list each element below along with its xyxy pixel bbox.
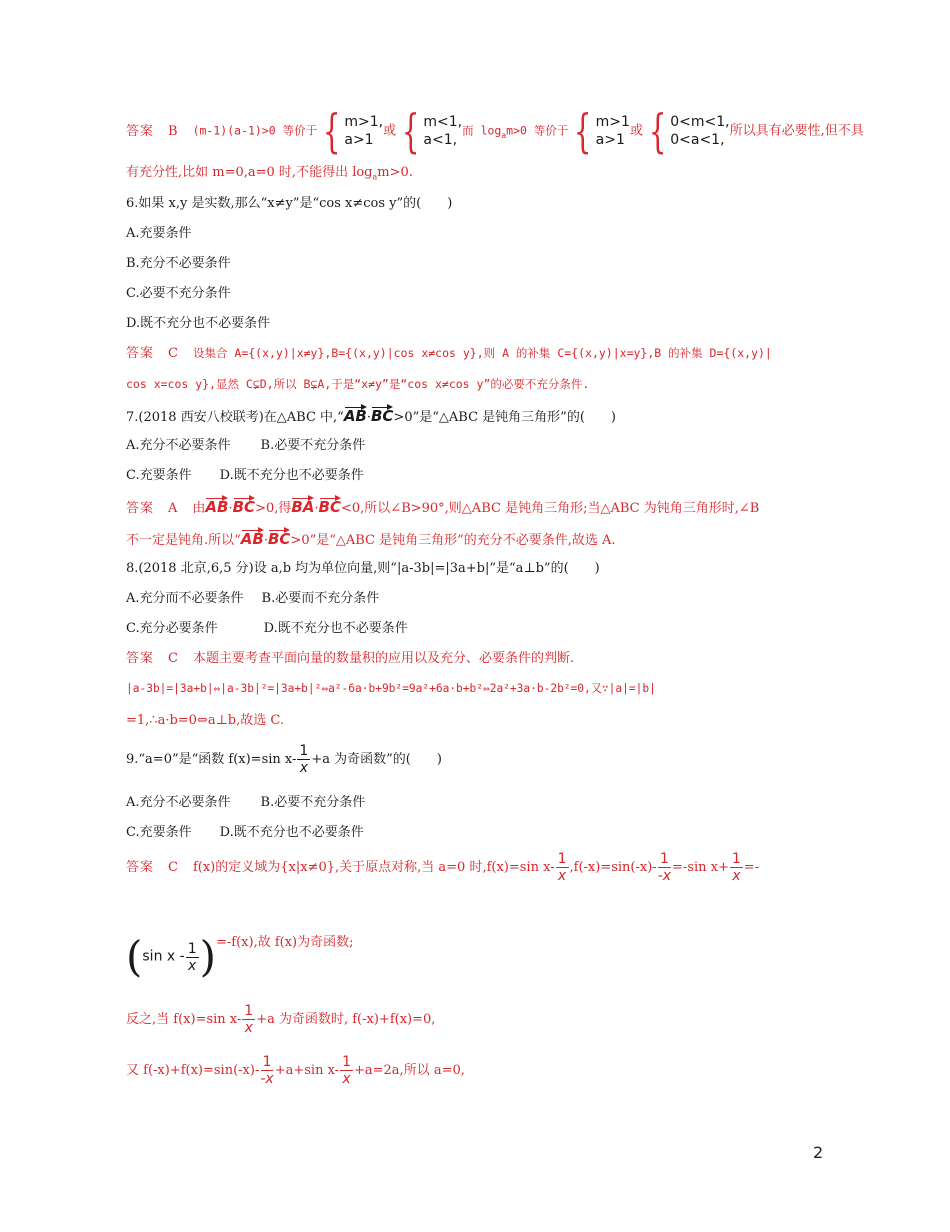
vector-ab: AB bbox=[343, 407, 367, 425]
frac-den: x bbox=[244, 1020, 253, 1036]
right-paren: ) bbox=[199, 932, 216, 981]
fraction-1-over-x bbox=[730, 852, 743, 883]
q6-option-a: A.充要条件 bbox=[126, 226, 192, 241]
frac-num: 1 bbox=[244, 1003, 254, 1019]
q9-answer-line3 bbox=[126, 1004, 435, 1035]
q9-ans-l1d: =- bbox=[743, 860, 760, 875]
vector-bc: BC bbox=[232, 498, 256, 516]
frac-num: 1 bbox=[557, 851, 567, 867]
q9-options-ab bbox=[126, 796, 365, 809]
vector-ab: AB bbox=[240, 530, 264, 548]
fraction-1-over-neg-x bbox=[658, 852, 671, 883]
q9-ans-l4b: +a+sin x- bbox=[274, 1063, 340, 1078]
q7-answer-line1 bbox=[126, 496, 759, 515]
q5-text-1: (m-1)(a-1)>0 等价于 bbox=[192, 123, 318, 138]
frac-num: 1 bbox=[731, 851, 741, 867]
dot-symbol: · bbox=[263, 533, 268, 548]
log-subscript: a bbox=[501, 131, 507, 141]
q9-stem bbox=[126, 744, 442, 775]
q5-text-3: m>0 等价于 bbox=[506, 123, 569, 138]
log-subscript: a bbox=[372, 172, 378, 182]
q5-answer-line1 bbox=[126, 104, 864, 158]
q8-option-b: B.必要而不充分条件 bbox=[261, 591, 380, 606]
q9-answer-line1 bbox=[126, 852, 759, 883]
q9-ans-l4c: +a=2a,所以 a=0, bbox=[354, 1063, 465, 1078]
answer-label: 答案 bbox=[126, 123, 155, 139]
q8-answer-line1 bbox=[126, 652, 574, 665]
fraction-1-over-neg-x bbox=[260, 1055, 273, 1086]
q7-answer-line2 bbox=[126, 528, 616, 547]
sin-x-expr: sin x - bbox=[142, 948, 185, 965]
q5-system-4: { 0<m<1, 0<a<1, bbox=[648, 104, 730, 158]
q6-stem: 6.如果 x,y 是实数,那么“x≠y”是“cos x≠cos y”的( ) bbox=[126, 196, 453, 211]
answer-letter: A bbox=[168, 501, 179, 516]
q7-ans-l2a: 不一定是钝角.所以“ bbox=[126, 533, 241, 548]
sys-row: a>1 bbox=[595, 132, 625, 148]
sys-row: m>1 bbox=[595, 114, 630, 130]
or-word: 或 bbox=[383, 123, 397, 139]
frac-num: 1 bbox=[659, 851, 669, 867]
q7-options-cd bbox=[126, 469, 364, 482]
vector-ba: BA bbox=[291, 498, 315, 516]
q8-answer-text: 本题主要考查平面向量的数量积的应用以及充分、必要条件的判断. bbox=[192, 651, 575, 666]
q8-option-c: C.充分必要条件 bbox=[126, 621, 218, 636]
q6-option-c: C.必要不充分条件 bbox=[126, 286, 231, 301]
fraction-1-over-x bbox=[242, 1004, 255, 1035]
q7-ans-a2: >0,得 bbox=[255, 501, 292, 516]
vector-bc: BC bbox=[267, 530, 291, 548]
q7-options-ab bbox=[126, 439, 365, 452]
frac-num: 1 bbox=[342, 1054, 351, 1070]
dot-symbol: · bbox=[366, 410, 371, 425]
q7-stem-b: >0”是“△ABC 是钝角三角形”的( ) bbox=[393, 410, 616, 425]
q9-stem-a: 9.“a=0”是“函数 f(x)=sin x- bbox=[126, 752, 297, 767]
sys-row: 0<m<1, bbox=[670, 114, 730, 130]
q6-answer-line1 bbox=[126, 347, 772, 360]
fraction-1-over-x bbox=[340, 1055, 353, 1086]
q9-ans-l4a: 又 f(-x)+f(x)=sin(-x)- bbox=[126, 1063, 260, 1078]
q9-ans-l2: =-f(x),故 f(x)为奇函数; bbox=[216, 935, 354, 950]
q7-ans-a3: <0,所以∠B>90°,则△ABC 是钝角三角形;当△ABC 为钝角三角形时,∠B bbox=[341, 501, 760, 516]
q5-line2-a: 有充分性,比如 m=0,a=0 时,不能得出 log bbox=[126, 165, 373, 180]
vector-ab: AB bbox=[205, 498, 229, 516]
fraction-1-over-x bbox=[297, 744, 310, 775]
q8-options-cd bbox=[126, 622, 408, 635]
q9-option-b: B.必要不充分条件 bbox=[260, 795, 366, 810]
page-number: 2 bbox=[813, 1143, 824, 1162]
sys-row: m<1, bbox=[423, 114, 463, 130]
frac-den: x bbox=[188, 957, 197, 974]
q5-answer-line2 bbox=[126, 166, 413, 182]
sys-row: a<1, bbox=[423, 132, 458, 148]
frac-num: 1 bbox=[299, 743, 309, 759]
answer-letter: C bbox=[168, 346, 179, 361]
q5-system-2: { m<1, a<1, bbox=[401, 104, 463, 158]
q7-ans-a1: 由 bbox=[192, 501, 206, 516]
frac-den: -x bbox=[657, 868, 672, 884]
q8-options-ab bbox=[126, 592, 379, 605]
answer-label: 答案 bbox=[126, 346, 155, 361]
q5-text-4: 所以具有必要性,但不具 bbox=[729, 123, 864, 139]
q8-answer-line2: |a-3b|=|3a+b|⇔|a-3b|²=|3a+b|²⇔a²-6a·b+9b²=9a²+6a·b+b²⇔2a²+3a·b-2b²=0,又∵|a|=|b| bbox=[126, 682, 656, 695]
q7-ans-l2b: >0”是“△ABC 是钝角三角形”的充分不必要条件,故选 A. bbox=[290, 533, 616, 548]
q9-option-a: A.充分不必要条件 bbox=[126, 795, 231, 810]
frac-den: x bbox=[732, 868, 741, 884]
q7-option-d: D.既不充分也不必要条件 bbox=[219, 468, 364, 483]
answer-label: 答案 bbox=[126, 651, 155, 666]
frac-den: x bbox=[342, 1071, 351, 1087]
q5-line2-b: m>0. bbox=[377, 165, 413, 180]
q9-ans-l1b: ,f(-x)=sin(-x)- bbox=[569, 860, 657, 875]
q5-system-1: { m>1, a>1 bbox=[322, 104, 384, 158]
answer-label: 答案 bbox=[126, 860, 155, 875]
q5-system-3: { m>1 a>1 bbox=[574, 104, 630, 158]
frac-num: 1 bbox=[187, 940, 197, 957]
q6-answer-text: 设集合 A={(x,y)|x≠y},B={(x,y)|cos x≠cos y},则 A 的补集 C={(x,y)|x=y},B 的补集 D={(x,y)| bbox=[192, 346, 772, 360]
q7-stem-a: 7.(2018 西安八校联考)在△ABC 中,“ bbox=[126, 410, 344, 425]
vector-bc: BC bbox=[371, 407, 394, 425]
dot-symbol: · bbox=[314, 501, 319, 516]
q9-ans-l1c: =-sin x+ bbox=[672, 860, 729, 875]
q6-option-d: D.既不充分也不必要条件 bbox=[126, 316, 271, 331]
answer-letter: C bbox=[168, 651, 179, 666]
sys-row: 0<a<1, bbox=[670, 132, 725, 148]
q9-answer-line4 bbox=[126, 1055, 465, 1086]
q8-answer-line3: =1,∴a·b=0⇔a⊥b,故选 C. bbox=[126, 713, 285, 728]
q7-option-a: A.充分不必要条件 bbox=[126, 438, 231, 453]
vector-bc: BC bbox=[318, 498, 341, 516]
q9-stem-b: +a 为奇函数”的( ) bbox=[311, 752, 442, 767]
q6-answer-line2: cos x=cos y},显然 C⊊D,所以 B⊊A,于是“x≠y”是“cos x≠cos y”的必要不充分条件. bbox=[126, 377, 590, 391]
q9-answer-line2 bbox=[126, 932, 354, 981]
q8-option-d: D.既不充分也不必要条件 bbox=[263, 621, 408, 636]
q9-option-d: D.既不充分也不必要条件 bbox=[219, 825, 364, 840]
q5-text-2: 而 log bbox=[462, 123, 502, 138]
q9-ans-l3b: +a 为奇函数时, f(-x)+f(x)=0, bbox=[256, 1012, 436, 1027]
or-word: 或 bbox=[629, 123, 643, 139]
q6-option-b: B.充分不必要条件 bbox=[126, 256, 231, 271]
q7-option-c: C.充要条件 bbox=[126, 468, 192, 483]
sys-row: m>1, bbox=[344, 114, 384, 130]
fraction-1-over-x bbox=[186, 942, 199, 973]
frac-num: 1 bbox=[262, 1054, 272, 1070]
q9-ans-l1a: f(x)的定义域为{x|x≠0},关于原点对称,当 a=0 时,f(x)=sin x- bbox=[192, 860, 555, 875]
q7-option-b: B.必要不充分条件 bbox=[260, 438, 366, 453]
fraction-1-over-x bbox=[556, 852, 569, 883]
answer-label: 答案 bbox=[126, 501, 155, 516]
q9-option-c: C.充要条件 bbox=[126, 825, 192, 840]
q9-options-cd bbox=[126, 826, 364, 839]
q9-ans-l3a: 反之,当 f(x)=sin x- bbox=[126, 1012, 242, 1027]
left-paren: ( bbox=[126, 932, 143, 981]
frac-den: x bbox=[557, 868, 567, 884]
answer-letter: C bbox=[168, 860, 179, 875]
q7-stem bbox=[126, 405, 616, 424]
answer-letter: B bbox=[168, 123, 179, 139]
dot-symbol: · bbox=[228, 501, 233, 516]
frac-den: -x bbox=[260, 1071, 274, 1087]
frac-den: x bbox=[299, 760, 309, 776]
q8-option-a: A.充分而不必要条件 bbox=[126, 591, 244, 606]
sys-row: a>1 bbox=[344, 132, 374, 148]
q8-stem: 8.(2018 北京,6,5 分)设 a,b 均为单位向量,则“|a-3b|=|3a+b|”是“a⊥b”的( ) bbox=[126, 561, 600, 576]
